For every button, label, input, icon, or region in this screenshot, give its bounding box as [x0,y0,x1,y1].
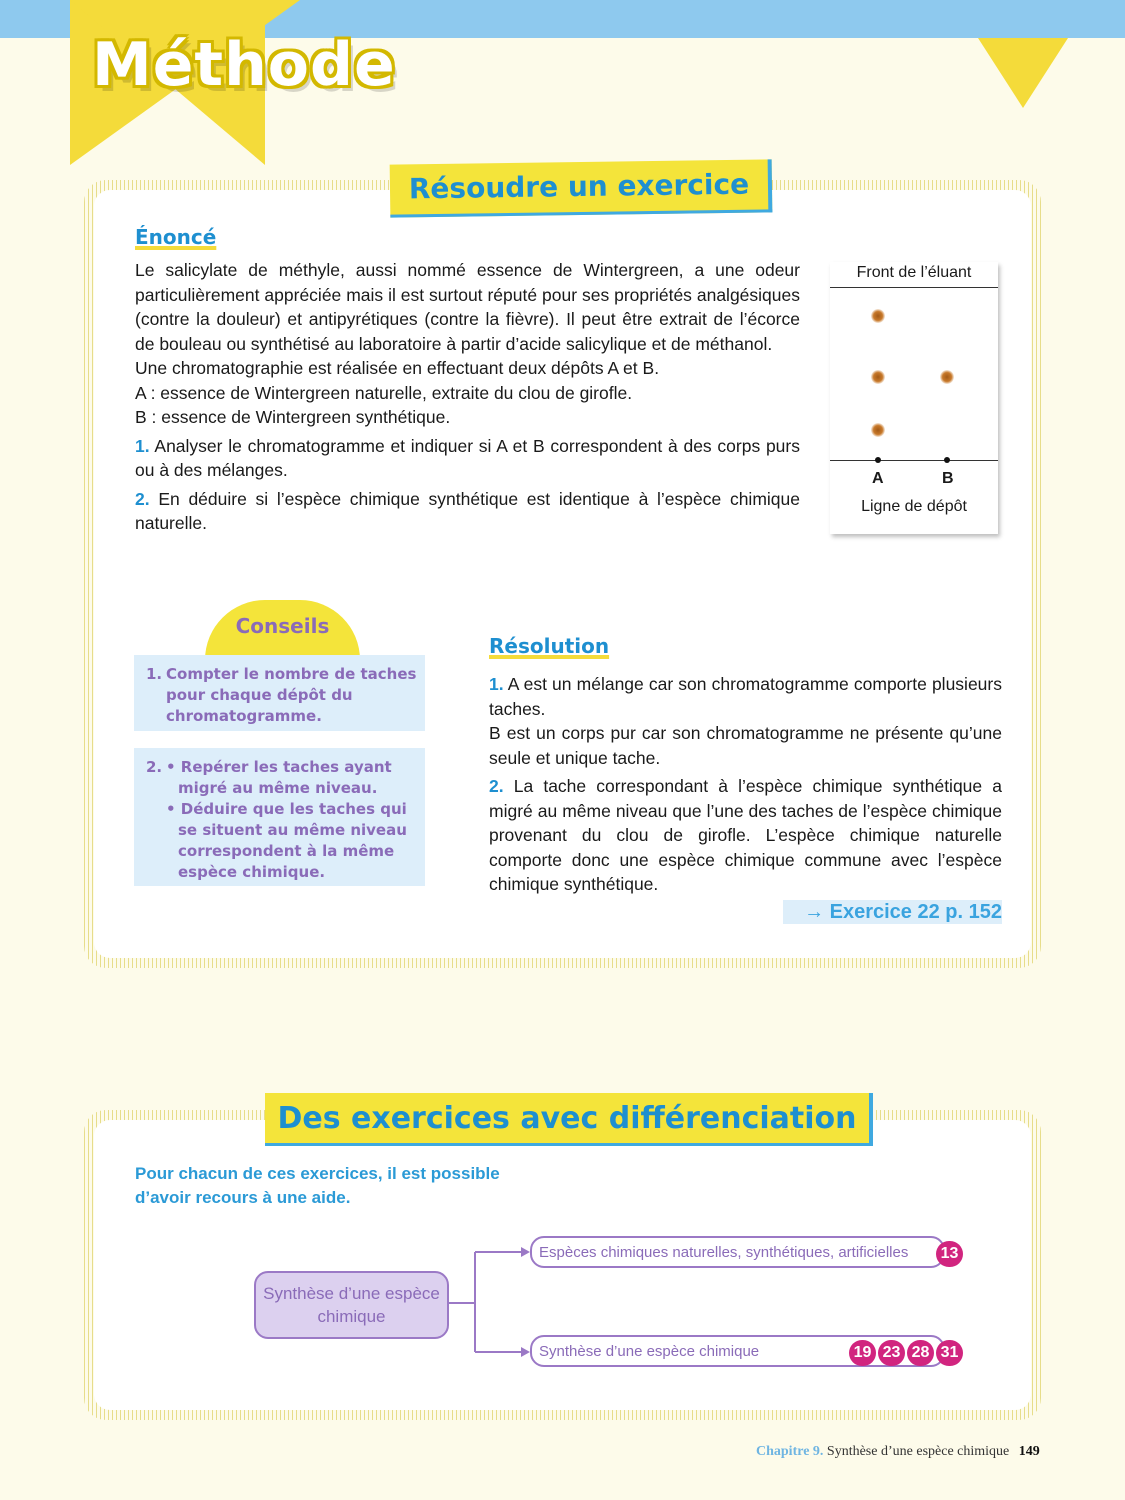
page-title: Méthode [92,30,396,100]
enonce-paragraph: Le salicylate de méthyle, aussi nommé essence de Wintergreen, a une odeur particulièrement appréciée mais il est surtout réputé pour ses propriétés analgésiques (contre la douleur) et antipyrétiques (contre la fièvre). Il peut être extrait de l’écorce de bouleau ou synthétisé au laboratoire à partir d’acide salicylique et de méthanol. [135,260,800,354]
tree-branch-2 [530,1335,959,1367]
exercise-badge[interactable]: 23 [878,1340,905,1366]
deposit-b-label: B [942,470,954,487]
answer-1b: B est un corps pur car son chromatogramme ne présente qu’une seule et unique tache. [489,723,1002,768]
branch-1-badges [936,1241,963,1267]
baseline-label: Ligne de dépôt [861,498,967,515]
solvent-front-label: Front de l’éluant [856,264,972,281]
tip-1-text: Compter le nombre de taches pour chaque dépôt du chromatogramme. [166,665,417,725]
tree-branch-1 [530,1236,959,1268]
exercise-badge[interactable]: 31 [936,1340,963,1366]
arrow-head-1 [521,1247,530,1257]
tip-2-number: 2. [146,758,163,776]
answer-2-text: La tache correspondant à l’espèce chimique synthétique a migré au même niveau que l’une des taches de l’espèce chimique provenant du clou de girofle. L’espèce chimique naturelle comporte donc une espèce chimique commune avec l’espèce chimique synthétique. [489,776,1002,894]
differenciation-intro: Pour chacun de ces exercices, il est possible d’avoir recours à une aide. [135,1164,500,1207]
tree-root-node: Synthèse d’une espèce chimique [254,1271,449,1339]
page-number: 149 [1018,1444,1040,1459]
question-1-text: Analyser le chromatogramme et indiquer si A et B correspondent à des corps purs ou à des mélanges. [135,435,800,480]
answer-1-number: 1. [489,674,504,694]
tip-1-number: 1. [146,665,163,683]
exercise-badge[interactable]: 13 [936,1241,963,1267]
branch-1-label: Espèces chimiques naturelles, synthétiques, artificielles [539,1244,909,1261]
exercise-reference-link[interactable]: → Exercice 22 p. 152 [783,900,1002,924]
enonce-title: Énoncé [135,225,217,249]
deposit-a-label: A [872,470,884,487]
enonce-line-a: A : essence de Wintergreen naturelle, extraite du clou de girofle. [135,382,633,403]
enonce-line-b: B : essence de Wintergreen synthétique. [135,407,451,427]
method-ribbon: Résoudre un exercice [390,159,773,217]
exercise-badge[interactable]: 28 [907,1340,934,1366]
branch-2-badges [849,1340,963,1366]
answer-2-number: 2. [489,776,504,796]
answer-1-text: A est un mélange car son chromatogramme comporte plusieurs taches. [489,674,1002,719]
branch-2-label: Synthèse d’une espèce chimique [539,1343,760,1360]
page-footer [756,1444,1040,1460]
exercise-badge[interactable]: 19 [849,1340,876,1366]
question-1-number: 1. [135,435,150,456]
question-2-number: 2. [135,488,150,509]
tip-2-bullet-1: • Repérer les taches ayant migré au même niveau. [166,758,392,797]
question-2-text: En déduire si l’espèce chimique synthétique est identique à l’espèce chimique naturelle. [135,488,800,533]
arrow-head-2 [521,1347,530,1357]
enonce-line-chromato: Une chromatographie est réalisée en effectuant deux dépôts A et B. [135,358,660,378]
tip-2-bullet-2: • Déduire que les taches qui se situent au même niveau correspondent à la même espèce chimique. [166,800,407,881]
conseils-title: Conseils [235,614,330,638]
footer-chapter-title: Synthèse d’une espèce chimique [826,1444,1010,1459]
differenciation-ribbon: Des exercices avec différenciation [265,1093,873,1146]
footer-chapter: Chapitre 9. [756,1444,824,1459]
resolution-title: Résolution [489,634,610,658]
